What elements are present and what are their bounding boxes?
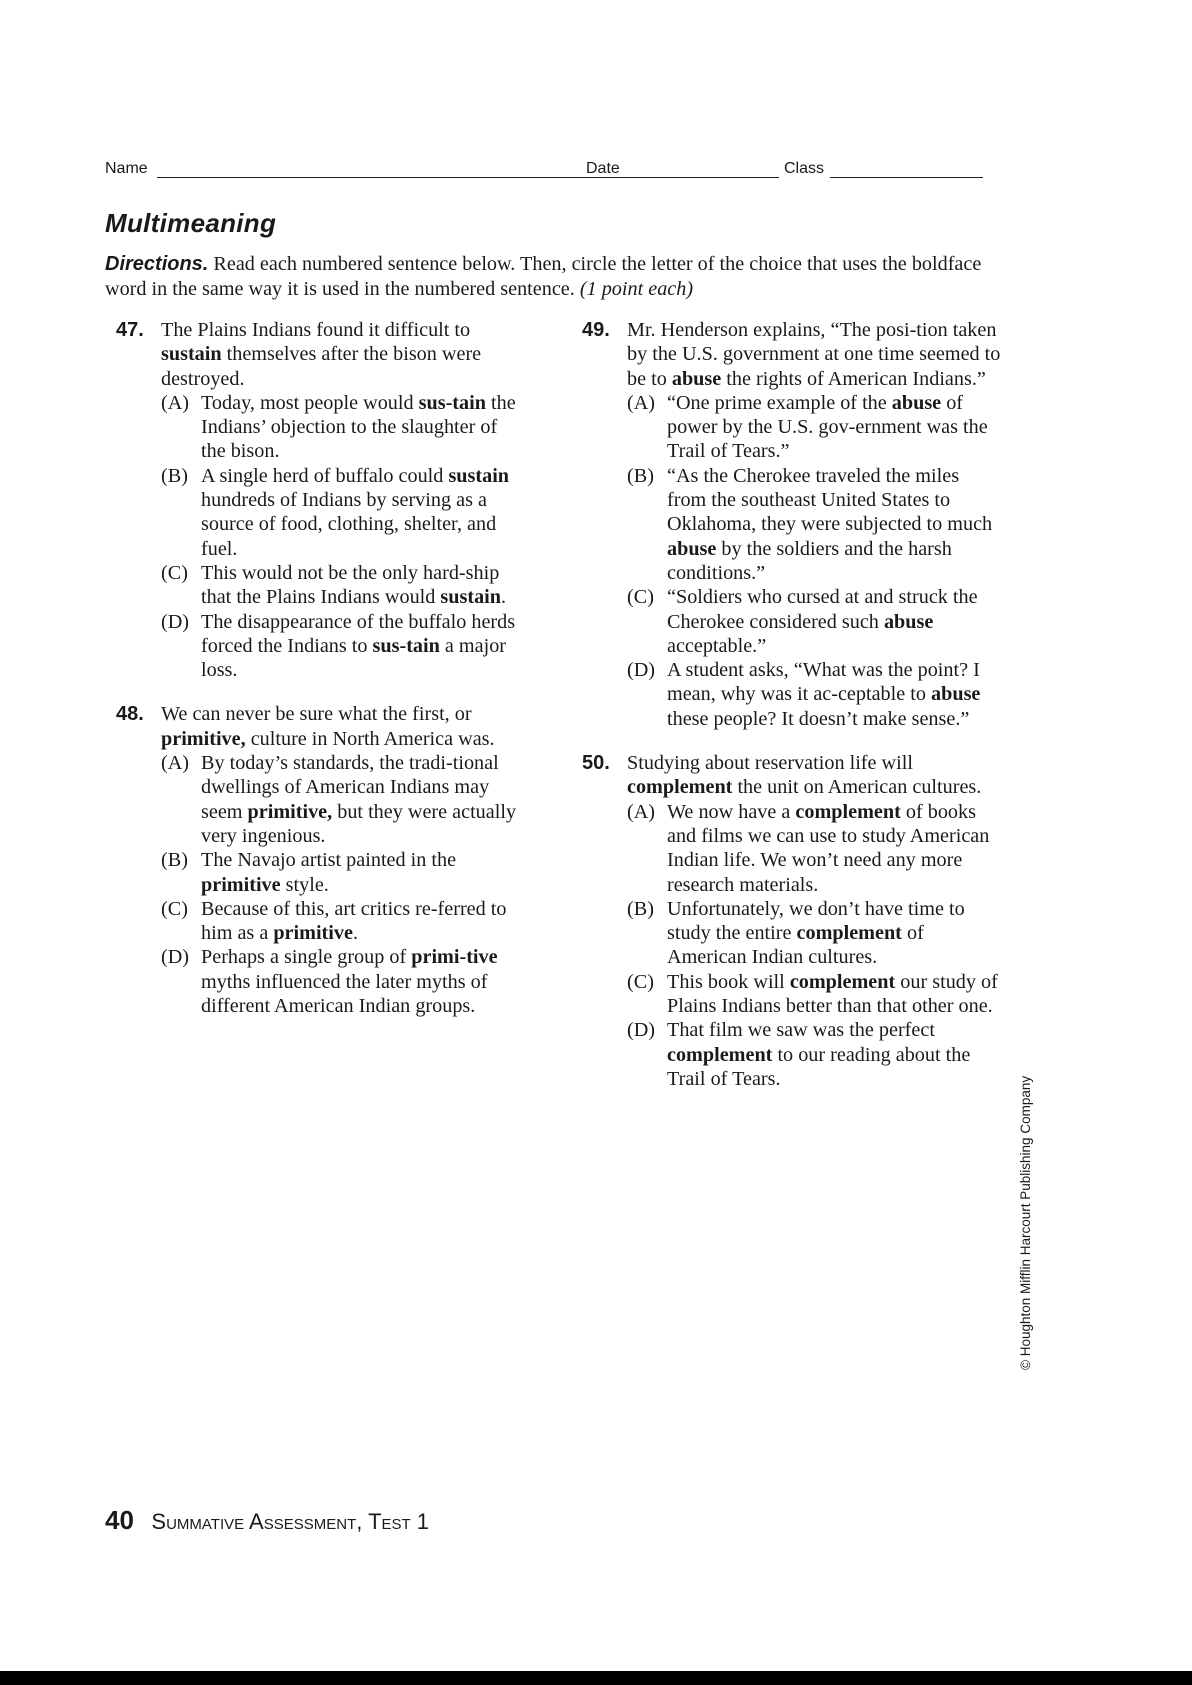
option-letter: (C) [627, 970, 654, 993]
option-letter: (B) [627, 464, 654, 487]
question-number: 48. [116, 703, 144, 726]
option-text: “One prime example of the abuse of power by the U.S. gov-ernment was the Trail of Tears.” [667, 391, 988, 463]
directions [105, 252, 995, 302]
answer-option-c[interactable] [627, 970, 1002, 1019]
name-label: Name [105, 160, 148, 177]
question-50 [582, 751, 1002, 1091]
copyright-notice: © Houghton Mifflin Harcourt Publishing Company [1018, 1075, 1033, 1370]
option-letter: (D) [627, 1019, 656, 1042]
option-letter: (D) [627, 659, 656, 682]
answer-option-c[interactable] [161, 561, 526, 610]
answer-option-a[interactable] [627, 800, 1002, 897]
question-stem: The Plains Indians found it difficult to sustain themselves after the bison were destroyed. [161, 319, 482, 390]
answer-option-a[interactable] [161, 391, 526, 464]
question-49 [582, 318, 1002, 731]
option-letter: (C) [161, 897, 188, 920]
option-letter: (A) [627, 800, 656, 823]
points-note: (1 point each) [579, 278, 694, 300]
option-text: A single herd of buffalo could sustain hundreds of Indians by serving as a source of food, clothing, shelter, and fuel. [201, 464, 510, 560]
question-48 [116, 702, 526, 1018]
question-number: 49. [582, 319, 610, 341]
directions-text: Read each numbered sentence below. Then, circle the letter of the choice that uses the boldface word in the same way it is used in the numbered sentence. [105, 253, 982, 300]
option-text: A student asks, “What was the point? I mean, why was it ac-ceptable to abuse these people? It doesn’t make sense.” [667, 659, 981, 730]
right-column [582, 318, 1002, 1111]
answer-option-a[interactable] [627, 391, 1002, 464]
option-letter: (A) [161, 391, 190, 414]
answer-option-b[interactable] [161, 464, 526, 561]
answer-option-a[interactable] [161, 751, 526, 848]
option-letter: (B) [627, 897, 654, 920]
left-column [116, 318, 526, 1038]
option-letter: (C) [161, 561, 188, 584]
option-text: Today, most people would sus-tain the Indians’ objection to the slaughter of the bison. [201, 391, 516, 463]
page-title: Multimeaning [105, 208, 277, 238]
question-number: 47. [116, 319, 144, 341]
date-field[interactable] [626, 177, 779, 178]
option-letter: (B) [161, 849, 188, 872]
option-letter: (B) [161, 464, 188, 487]
option-text: The disappearance of the buffalo herds forced the Indians to sus-tain a major loss. [201, 610, 516, 682]
answer-option-b[interactable] [627, 897, 1002, 970]
page-number: 40 [105, 1505, 134, 1535]
header-fields [105, 160, 985, 182]
option-text: Because of this, art critics re-ferred to him as a primitive. [201, 897, 507, 945]
question-number: 50. [582, 752, 610, 775]
answer-option-c[interactable] [161, 897, 526, 946]
page-footer [105, 1505, 429, 1536]
class-field[interactable] [830, 177, 983, 178]
question-stem: Studying about reservation life will complement the unit on American cultures. [627, 752, 982, 799]
option-text: This book will complement our study of Plains Indians better than that other one. [667, 970, 998, 1018]
option-letter: (C) [627, 586, 654, 609]
class-label: Class [784, 160, 825, 177]
option-letter: (D) [161, 610, 190, 633]
option-text: The Navajo artist painted in the primitive style. [201, 849, 457, 896]
answer-option-b[interactable] [161, 848, 526, 897]
directions-label: Directions. [105, 253, 209, 275]
question-47 [116, 318, 526, 682]
answer-option-d[interactable] [161, 610, 526, 683]
answer-option-c[interactable] [627, 585, 1002, 658]
question-stem: Mr. Henderson explains, “The posi-tion taken by the U.S. government at one time seemed to be to abuse the rights of American Indians.” [627, 319, 1001, 390]
date-label: Date [586, 160, 620, 177]
answer-option-d[interactable] [627, 658, 1002, 731]
option-text: This would not be the only hard-ship that the Plains Indians would sustain. [201, 561, 507, 609]
option-text: We now have a complement of books and films we can use to study American Indian life. We won’t need any more research materials. [667, 800, 990, 896]
option-text: Perhaps a single group of primi-tive myths influenced the later myths of different American Indian groups. [201, 946, 498, 1018]
option-text: That film we saw was the perfect complement to our reading about the Trail of Tears. [667, 1019, 971, 1090]
option-letter: (A) [627, 391, 656, 414]
question-stem: We can never be sure what the first, or primitive, culture in North America was. [161, 703, 495, 750]
scan-border [0, 1671, 1192, 1685]
option-text: By today’s standards, the tradi-tional dwellings of American Indians may seem primitive, but they were actually very ingenious. [201, 752, 517, 847]
option-letter: (D) [161, 946, 190, 969]
answer-option-d[interactable] [161, 945, 526, 1018]
option-text: “Soldiers who cursed at and struck the Cherokee considered such abuse acceptable.” [667, 586, 978, 657]
option-text: Unfortunately, we don’t have time to study the entire complement of American Indian cultures. [667, 897, 965, 969]
answer-option-d[interactable] [627, 1018, 1002, 1091]
option-letter: (A) [161, 752, 190, 775]
answer-option-b[interactable] [627, 464, 1002, 585]
option-text: “As the Cherokee traveled the miles from the southeast United States to Oklahoma, they were subjected to much abuse by the soldiers and the harsh conditions.” [667, 464, 993, 584]
footer-title: Summative Assessment, Test 1 [151, 1509, 430, 1534]
